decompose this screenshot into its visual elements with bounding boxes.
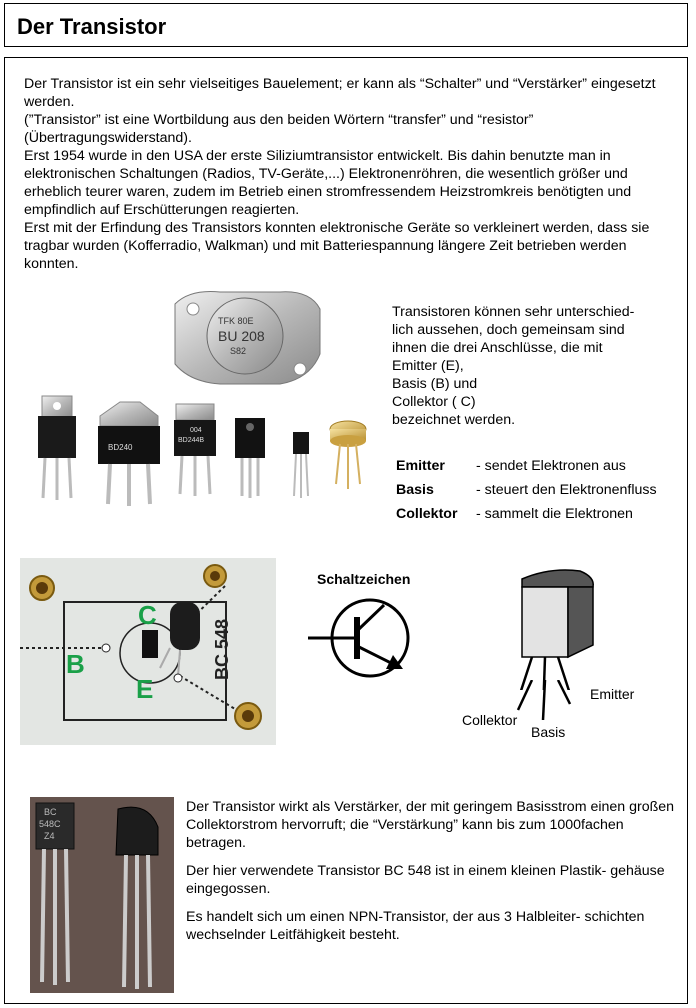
to3-label-2: BU 208 [218, 328, 265, 344]
side-line: Transistoren können sehr unterschied- [392, 304, 635, 320]
side-line: bezeichnet werden. [392, 412, 516, 428]
intro-paragraph: Erst 1954 wurde in den USA der erste Siliziumtransistor entwickelt. Bis dahin benutzte man in elektronischen Schaltungen (Radios, TV-Geräte,...) Elektronenröhren, die wesentlich größer und erheblich teurer waren, zudem im Betrieb einen stromfressendem Heizstromkreis benötigten und empfindlich auf Erschütterungen reagierten. [24, 148, 632, 218]
to92-package-drawing [510, 565, 635, 690]
side-line: ihnen die drei Anschlüsse, die mit [392, 340, 603, 356]
board-label-b: B [66, 649, 85, 679]
board-part-label: BC 548 [212, 618, 232, 680]
side-text [392, 303, 682, 429]
transistor-symbol [300, 595, 415, 685]
side-line: Basis (B) und [392, 376, 478, 392]
page-title: Der Transistor [17, 14, 167, 39]
to3-label-1: TFK 80E [218, 316, 254, 326]
package-label-basis: Basis [531, 724, 566, 740]
intro-paragraph: Erst mit der Erfindung des Transistors konnten elektronische Geräte so verkleinert werden, dass sie tragbar wurden (Kofferradio, Walkman) und mit Batteriespannung längere Zeit betrieben werden konnten. [24, 220, 650, 272]
intro-text [24, 75, 674, 273]
term-desc: - sendet Elektronen aus [476, 458, 626, 474]
package-label-emitter: Emitter [590, 686, 635, 702]
breadboard-photo [20, 558, 276, 745]
bc548-label-3: Z4 [44, 831, 55, 841]
package-leads [510, 680, 580, 722]
bc548-photo [30, 797, 174, 993]
side-line: Emitter (E), [392, 358, 464, 374]
bc548-label-1: BC [44, 807, 57, 817]
bd240-label: BD240 [108, 443, 133, 452]
to3-label-3: S82 [230, 346, 247, 356]
term-desc: - sammelt die Elektronen [476, 506, 633, 522]
side-line: lich aussehen, doch gemeinsam sind [392, 322, 625, 338]
title-box [4, 3, 688, 47]
term-name: Basis [396, 482, 434, 498]
term-name: Emitter [396, 458, 445, 474]
lower-paragraph: Der hier verwendete Transistor BC 548 ist in einem kleinen Plastik- gehäuse eingegossen. [186, 863, 665, 897]
intro-paragraph: Der Transistor ist ein sehr vielseitiges Bauelement; er kann als “Schalter” und “Verstärker” eingesetzt werden. [24, 76, 656, 110]
bc548-label-2: 548C [39, 819, 61, 829]
transistor-types-photo [30, 284, 390, 509]
term-name: Collektor [396, 506, 458, 522]
bd244-label-2: BD244B [178, 437, 205, 444]
schaltzeichen-label: Schaltzeichen [317, 571, 411, 587]
intro-paragraph: (”Transistor” ist eine Wortbildung aus den beiden Wörtern “transfer” und “resistor” (Übertragungswiderstand). [24, 112, 534, 146]
board-label-c: C [138, 600, 157, 630]
side-line: Collektor ( C) [392, 394, 476, 410]
lower-paragraph: Es handelt sich um einen NPN-Transistor, der aus 3 Halbleiter- schichten wechselnder Leitfähigkeit besteht. [186, 909, 645, 943]
term-desc: - steuert den Elektronenfluss [476, 482, 657, 498]
lower-paragraph: Der Transistor wirkt als Verstärker, der mit geringem Basisstrom einen großen Collektorstrom hervorruft; die “Verstärkung” kann bis zum 1000fachen betragen. [186, 799, 675, 851]
lower-text [186, 798, 686, 954]
board-label-e: E [136, 674, 154, 704]
bd244-label-1: 004 [190, 427, 202, 434]
package-label-collektor: Collektor [462, 712, 518, 728]
